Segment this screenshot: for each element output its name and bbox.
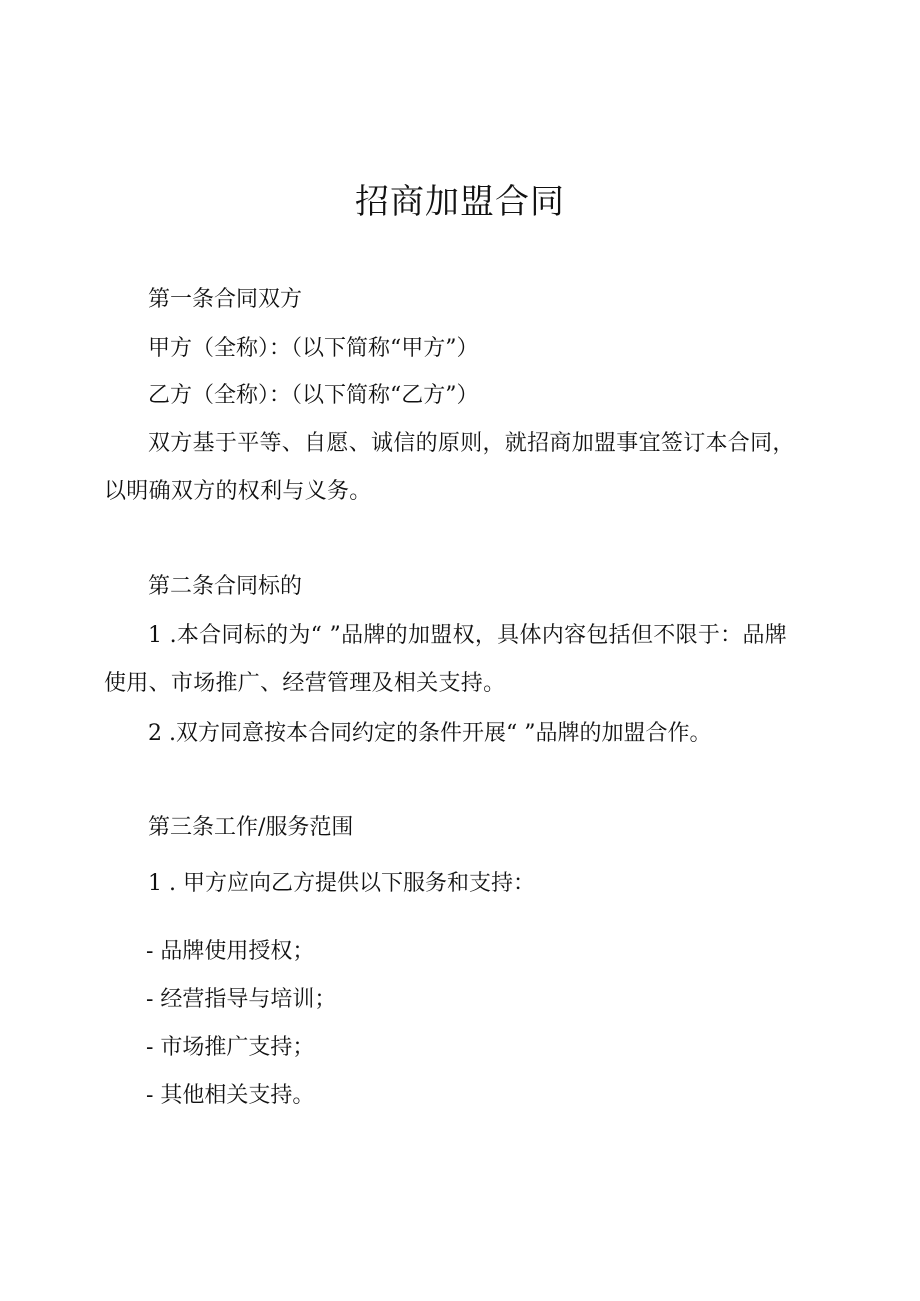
section2-heading: 第二条合同标的 xyxy=(148,574,303,599)
party-b-line: 乙方（全称）：（以下简称“乙方”） xyxy=(148,383,479,408)
service-bullet-item: - 其他相关支持。 xyxy=(146,1083,315,1108)
service-bullet-item: - 市场推广支持； xyxy=(146,1035,315,1060)
section2-item2-paragraph: 2 .双方同意按本合同约定的条件开展“ ”品牌的加盟合作。 xyxy=(148,721,712,746)
section2-item1-paragraph: 1 .本合同标的为“ ”品牌的加盟权，具体内容包括但不限于：品牌使用、市场推广、经营管理及相关支持。 xyxy=(104,623,788,696)
section1-heading: 第一条合同双方 xyxy=(148,287,303,312)
section3-item1: 1 . 甲方应向乙方提供以下服务和支持： xyxy=(148,871,535,896)
service-bullet-item: - 品牌使用授权； xyxy=(146,939,315,964)
document-title: 招商加盟合同 xyxy=(355,182,565,222)
section1-intro-paragraph: 双方基于平等、自愿、诚信的原则，就招商加盟事宜签订本合同，以明确双方的权利与义务。 xyxy=(104,431,795,504)
party-a-line: 甲方（全称）：（以下简称“甲方”） xyxy=(148,336,479,361)
section3-heading: 第三条工作/服务范围 xyxy=(148,815,354,840)
service-bullet-item: - 经营指导与培训； xyxy=(146,987,337,1012)
